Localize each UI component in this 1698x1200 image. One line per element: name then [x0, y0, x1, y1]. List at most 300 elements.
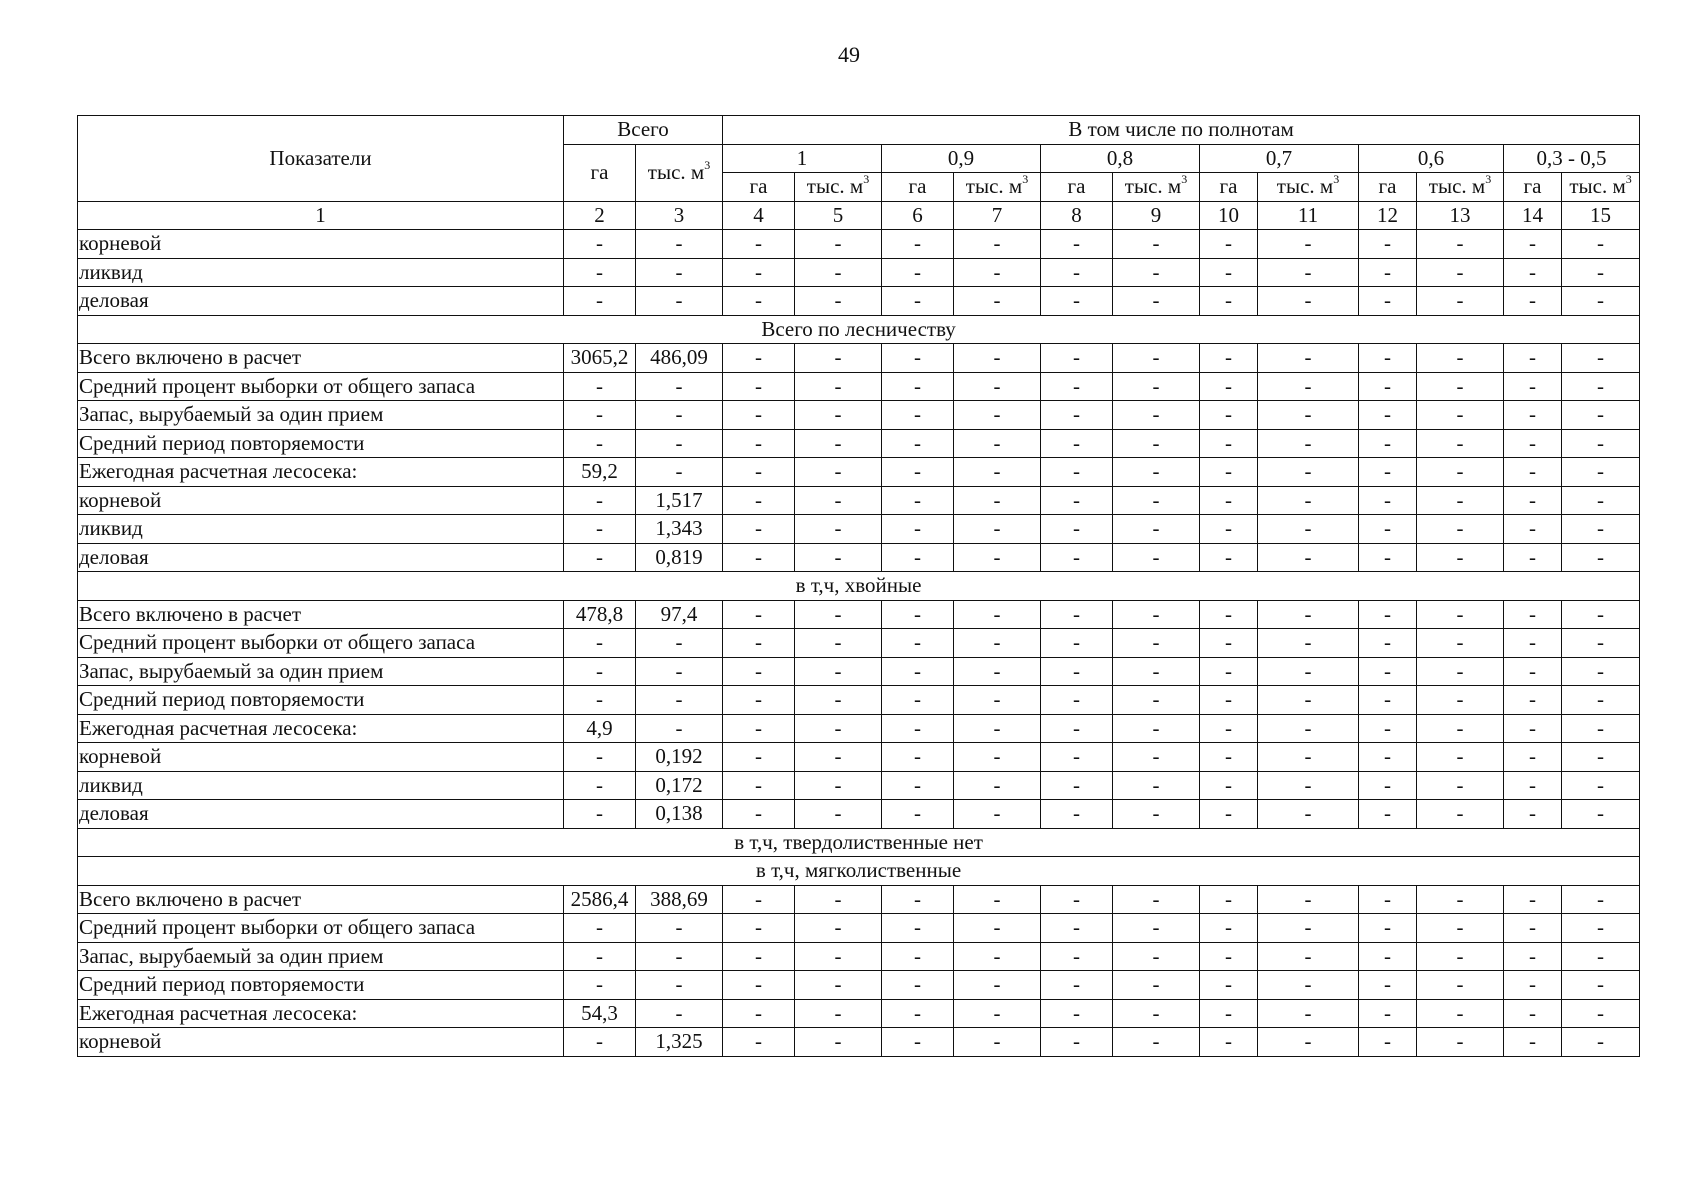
density-cell: - [1359, 515, 1417, 544]
density-cell: - [1113, 800, 1200, 829]
density-cell: - [882, 258, 954, 287]
density-cell: - [1504, 657, 1562, 686]
density-cell: - [1417, 344, 1504, 373]
density-cell: - [882, 914, 954, 943]
density-cell: - [1200, 486, 1258, 515]
density-cell: - [1504, 372, 1562, 401]
column-number: 8 [1041, 201, 1113, 230]
row-label: корневой [78, 486, 564, 515]
density-cell: - [1417, 885, 1504, 914]
density-cell: - [882, 458, 954, 487]
density-cell: - [795, 629, 882, 658]
density-cell: - [954, 686, 1041, 715]
unit-ha-header: га [1359, 173, 1417, 202]
column-number: 2 [564, 201, 636, 230]
density-cell: - [1562, 486, 1640, 515]
density-cell: - [1562, 885, 1640, 914]
density-cell: - [882, 486, 954, 515]
density-cell: - [1562, 971, 1640, 1000]
row-label: Средний процент выборки от общего запаса [78, 629, 564, 658]
total-m3-cell: 388,69 [636, 885, 723, 914]
density-cell: - [1504, 629, 1562, 658]
density-cell: - [795, 344, 882, 373]
density-cell: - [795, 999, 882, 1028]
total-m3-cell: 0,138 [636, 800, 723, 829]
density-cell: - [1504, 686, 1562, 715]
density-cell: - [882, 800, 954, 829]
density-cell: - [1200, 1028, 1258, 1057]
density-cell: - [1200, 942, 1258, 971]
density-cell: - [1200, 743, 1258, 772]
density-cell: - [1041, 971, 1113, 1000]
density-cell: - [795, 1028, 882, 1057]
by-density-header: В том числе по полнотам [723, 116, 1640, 145]
density-cell: - [1113, 971, 1200, 1000]
density-cell: - [1417, 372, 1504, 401]
density-cell: - [1258, 657, 1359, 686]
density-cell: - [1359, 714, 1417, 743]
density-cell: - [1041, 885, 1113, 914]
density-cell: - [954, 885, 1041, 914]
row-label: ликвид [78, 515, 564, 544]
total-ha-cell: - [564, 515, 636, 544]
density-cell: - [1113, 458, 1200, 487]
table-row [78, 714, 1640, 743]
density-cell: - [723, 771, 795, 800]
row-label: Запас, вырубаемый за один прием [78, 401, 564, 430]
density-cell: - [882, 600, 954, 629]
total-m3-cell: - [636, 287, 723, 316]
density-cell: - [1504, 942, 1562, 971]
density-cell: - [795, 942, 882, 971]
total-ha-cell: - [564, 743, 636, 772]
total-ha-cell: - [564, 657, 636, 686]
density-cell: - [1359, 429, 1417, 458]
density-cell: - [1504, 743, 1562, 772]
density-cell: - [795, 287, 882, 316]
density-cell: - [954, 287, 1041, 316]
density-cell: - [1417, 971, 1504, 1000]
density-cell: - [795, 800, 882, 829]
density-cell: - [1258, 258, 1359, 287]
table-row [78, 686, 1640, 715]
density-cell: - [1504, 230, 1562, 259]
column-number: 11 [1258, 201, 1359, 230]
density-cell: - [1113, 885, 1200, 914]
density-cell: - [723, 429, 795, 458]
density-cell: - [1562, 629, 1640, 658]
total-m3-cell: - [636, 258, 723, 287]
density-cell: - [882, 971, 954, 1000]
density-cell: - [1359, 401, 1417, 430]
density-cell: - [1504, 600, 1562, 629]
density-cell: - [1200, 401, 1258, 430]
density-cell: - [723, 344, 795, 373]
table-row [78, 800, 1640, 829]
density-cell: - [954, 258, 1041, 287]
density-cell: - [1200, 800, 1258, 829]
density-cell: - [1258, 372, 1359, 401]
density-header: 0,6 [1359, 144, 1504, 173]
density-cell: - [723, 999, 795, 1028]
total-m3-cell: 486,09 [636, 344, 723, 373]
density-cell: - [954, 344, 1041, 373]
density-cell: - [882, 771, 954, 800]
density-cell: - [795, 743, 882, 772]
density-cell: - [1562, 800, 1640, 829]
total-m3-cell: 1,343 [636, 515, 723, 544]
table-row [78, 258, 1640, 287]
density-cell: - [1113, 657, 1200, 686]
density-cell: - [1359, 258, 1417, 287]
density-cell: - [1417, 800, 1504, 829]
row-label: Всего включено в расчет [78, 344, 564, 373]
total-m3-cell: - [636, 401, 723, 430]
density-cell: - [882, 287, 954, 316]
density-cell: - [795, 657, 882, 686]
density-cell: - [1200, 344, 1258, 373]
table-body [78, 230, 1640, 1057]
density-cell: - [1417, 629, 1504, 658]
row-label: корневой [78, 743, 564, 772]
table-row [78, 971, 1640, 1000]
table-row [78, 344, 1640, 373]
density-cell: - [1113, 743, 1200, 772]
density-cell: - [1504, 458, 1562, 487]
density-cell: - [723, 743, 795, 772]
density-cell: - [1258, 344, 1359, 373]
density-cell: - [1200, 429, 1258, 458]
density-cell: - [795, 971, 882, 1000]
density-cell: - [1258, 686, 1359, 715]
density-cell: - [1359, 230, 1417, 259]
column-number: 6 [882, 201, 954, 230]
total-m3-cell: 0,819 [636, 543, 723, 572]
total-m3-cell: - [636, 429, 723, 458]
density-cell: - [1562, 771, 1640, 800]
density-cell: - [1562, 600, 1640, 629]
row-label: Ежегодная расчетная лесосека: [78, 714, 564, 743]
density-cell: - [1562, 258, 1640, 287]
row-label: Средний период повторяемости [78, 686, 564, 715]
density-cell: - [1504, 914, 1562, 943]
table-row [78, 999, 1640, 1028]
total-ha-cell: 54,3 [564, 999, 636, 1028]
density-cell: - [882, 686, 954, 715]
row-label: Всего включено в расчет [78, 885, 564, 914]
density-cell: - [1258, 942, 1359, 971]
section-row [78, 315, 1640, 344]
table-row [78, 458, 1640, 487]
density-cell: - [882, 657, 954, 686]
density-cell: - [1359, 600, 1417, 629]
total-m3-cell: 0,172 [636, 771, 723, 800]
density-cell: - [723, 971, 795, 1000]
density-header: 0,8 [1041, 144, 1200, 173]
density-cell: - [1113, 429, 1200, 458]
density-cell: - [882, 515, 954, 544]
density-cell: - [1504, 401, 1562, 430]
density-cell: - [1417, 486, 1504, 515]
density-cell: - [1041, 1028, 1113, 1057]
density-header: 0,9 [882, 144, 1041, 173]
total-m3-cell: 1,325 [636, 1028, 723, 1057]
density-cell: - [1113, 999, 1200, 1028]
density-cell: - [795, 686, 882, 715]
density-cell: - [1359, 942, 1417, 971]
density-cell: - [1113, 258, 1200, 287]
total-ha-cell: - [564, 401, 636, 430]
density-cell: - [1200, 287, 1258, 316]
section-title: в т,ч, твердолиственные нет [78, 828, 1640, 857]
total-ha-cell: 59,2 [564, 458, 636, 487]
row-label: деловая [78, 543, 564, 572]
density-cell: - [1258, 401, 1359, 430]
density-cell: - [1417, 743, 1504, 772]
density-cell: - [1562, 1028, 1640, 1057]
row-label: Средний процент выборки от общего запаса [78, 372, 564, 401]
density-cell: - [1504, 344, 1562, 373]
total-ha-cell: - [564, 230, 636, 259]
density-cell: - [1200, 999, 1258, 1028]
column-number: 7 [954, 201, 1041, 230]
density-cell: - [1417, 942, 1504, 971]
density-cell: - [1041, 401, 1113, 430]
density-cell: - [1258, 885, 1359, 914]
density-cell: - [1041, 629, 1113, 658]
unit-m3-header: тыс. $м^3$ [1113, 173, 1200, 202]
density-cell: - [954, 999, 1041, 1028]
section-title: Всего по лесничеству [78, 315, 1640, 344]
density-cell: - [1562, 743, 1640, 772]
density-cell: - [1200, 515, 1258, 544]
density-cell: - [1041, 686, 1113, 715]
density-cell: - [1041, 543, 1113, 572]
density-cell: - [1041, 372, 1113, 401]
density-cell: - [954, 429, 1041, 458]
density-cell: - [1200, 657, 1258, 686]
total-ha-cell: - [564, 914, 636, 943]
total-ha-cell: 2586,4 [564, 885, 636, 914]
page-number: 49 [838, 42, 860, 67]
density-cell: - [1417, 258, 1504, 287]
density-cell: - [954, 800, 1041, 829]
density-cell: - [723, 629, 795, 658]
density-cell: - [954, 942, 1041, 971]
density-cell: - [1258, 629, 1359, 658]
column-number: 9 [1113, 201, 1200, 230]
table-row [78, 372, 1640, 401]
density-cell: - [882, 429, 954, 458]
density-cell: - [1562, 714, 1640, 743]
density-cell: - [1562, 401, 1640, 430]
density-cell: - [1359, 971, 1417, 1000]
section-row [78, 572, 1640, 601]
total-m3-cell: - [636, 714, 723, 743]
density-cell: - [1359, 458, 1417, 487]
total-ha-cell: - [564, 942, 636, 971]
density-cell: - [1359, 914, 1417, 943]
density-cell: - [882, 942, 954, 971]
density-cell: - [1258, 971, 1359, 1000]
density-cell: - [1417, 999, 1504, 1028]
column-number: 13 [1417, 201, 1504, 230]
unit-ha-header: га [1041, 173, 1113, 202]
table-row [78, 515, 1640, 544]
density-cell: - [795, 885, 882, 914]
density-cell: - [723, 458, 795, 487]
column-number: 1 [78, 201, 564, 230]
density-cell: - [1359, 743, 1417, 772]
density-cell: - [954, 771, 1041, 800]
density-cell: - [1113, 344, 1200, 373]
density-cell: - [882, 372, 954, 401]
density-cell: - [723, 515, 795, 544]
table-row [78, 429, 1640, 458]
density-cell: - [1504, 1028, 1562, 1057]
density-cell: - [723, 714, 795, 743]
density-cell: - [1504, 771, 1562, 800]
density-cell: - [882, 743, 954, 772]
table-row [78, 287, 1640, 316]
density-cell: - [1417, 401, 1504, 430]
density-cell: - [882, 885, 954, 914]
density-cell: - [795, 600, 882, 629]
density-cell: - [1041, 657, 1113, 686]
unit-m3-header: тыс. $м^3$ [795, 173, 882, 202]
header-row-1 [78, 116, 1640, 145]
density-cell: - [1504, 885, 1562, 914]
density-cell: - [1258, 914, 1359, 943]
total-ha-cell: 478,8 [564, 600, 636, 629]
density-cell: - [1417, 515, 1504, 544]
density-cell: - [723, 800, 795, 829]
density-cell: - [1562, 515, 1640, 544]
column-number: 15 [1562, 201, 1640, 230]
unit-m3-header: тыс. $м^3$ [1417, 173, 1504, 202]
density-cell: - [882, 401, 954, 430]
density-cell: - [1041, 714, 1113, 743]
indicators-header: Показатели [78, 116, 564, 202]
table-row [78, 914, 1640, 943]
table-row [78, 657, 1640, 686]
density-cell: - [1113, 686, 1200, 715]
density-cell: - [1359, 287, 1417, 316]
density-cell: - [1359, 999, 1417, 1028]
density-cell: - [1258, 771, 1359, 800]
density-cell: - [723, 287, 795, 316]
density-cell: - [954, 914, 1041, 943]
density-cell: - [1113, 1028, 1200, 1057]
density-cell: - [1041, 771, 1113, 800]
row-label: Запас, вырубаемый за один прием [78, 657, 564, 686]
row-label: корневой [78, 1028, 564, 1057]
density-cell: - [1041, 600, 1113, 629]
density-cell: - [1041, 515, 1113, 544]
density-cell: - [1359, 771, 1417, 800]
total-ha-cell: - [564, 1028, 636, 1057]
density-cell: - [1113, 401, 1200, 430]
total-m3-cell: 1,517 [636, 486, 723, 515]
density-cell: - [1041, 429, 1113, 458]
total-ha-cell: - [564, 429, 636, 458]
density-cell: - [1113, 287, 1200, 316]
density-cell: - [1041, 942, 1113, 971]
density-cell: - [1258, 515, 1359, 544]
density-cell: - [1258, 999, 1359, 1028]
total-ha-cell: - [564, 372, 636, 401]
total-m3-cell: - [636, 230, 723, 259]
density-cell: - [723, 372, 795, 401]
row-label: Средний период повторяемости [78, 971, 564, 1000]
density-header: 0,3 - 0,5 [1504, 144, 1640, 173]
section-row [78, 857, 1640, 886]
density-cell: - [1200, 600, 1258, 629]
density-cell: - [1504, 971, 1562, 1000]
section-title: в т,ч, мягколиственные [78, 857, 1640, 886]
density-cell: - [1200, 458, 1258, 487]
row-label: деловая [78, 287, 564, 316]
density-cell: - [1113, 771, 1200, 800]
row-label: ликвид [78, 258, 564, 287]
density-cell: - [1504, 515, 1562, 544]
density-cell: - [1258, 1028, 1359, 1057]
density-cell: - [954, 629, 1041, 658]
density-cell: - [723, 230, 795, 259]
density-cell: - [1562, 287, 1640, 316]
table-row [78, 771, 1640, 800]
density-cell: - [1113, 714, 1200, 743]
total-ha-cell: - [564, 686, 636, 715]
total-m3-cell: - [636, 942, 723, 971]
density-cell: - [1113, 600, 1200, 629]
row-label: Ежегодная расчетная лесосека: [78, 458, 564, 487]
density-cell: - [1041, 458, 1113, 487]
density-cell: - [723, 401, 795, 430]
density-cell: - [1359, 372, 1417, 401]
column-number: 3 [636, 201, 723, 230]
density-cell: - [1258, 429, 1359, 458]
total-ha-cell: - [564, 258, 636, 287]
density-cell: - [723, 543, 795, 572]
column-number: 4 [723, 201, 795, 230]
density-cell: - [954, 600, 1041, 629]
table-row [78, 401, 1640, 430]
density-cell: - [1041, 914, 1113, 943]
density-cell: - [954, 543, 1041, 572]
density-cell: - [795, 230, 882, 259]
table-row [78, 743, 1640, 772]
total-ha-cell: - [564, 543, 636, 572]
density-cell: - [1562, 344, 1640, 373]
row-label: Всего включено в расчет [78, 600, 564, 629]
density-cell: - [1041, 287, 1113, 316]
density-cell: - [1258, 230, 1359, 259]
unit-m3-header: тыс. $м^3$ [1562, 173, 1640, 202]
density-cell: - [795, 543, 882, 572]
density-cell: - [1417, 1028, 1504, 1057]
total-ha-cell: - [564, 629, 636, 658]
density-cell: - [1200, 258, 1258, 287]
density-cell: - [1200, 885, 1258, 914]
section-row [78, 828, 1640, 857]
table-row [78, 629, 1640, 658]
density-cell: - [1359, 543, 1417, 572]
table-row [78, 486, 1640, 515]
density-cell: - [1200, 629, 1258, 658]
density-cell: - [1258, 287, 1359, 316]
total-ha-cell: 4,9 [564, 714, 636, 743]
